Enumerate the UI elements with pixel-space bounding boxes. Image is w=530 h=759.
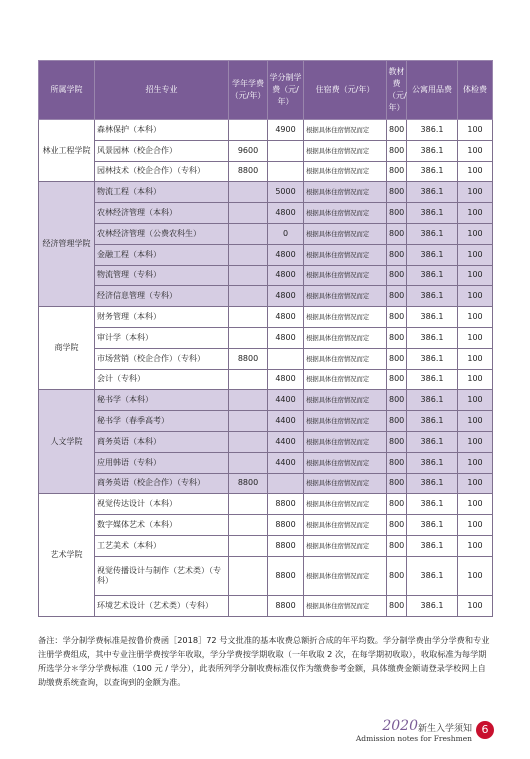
table-row [39, 595, 493, 616]
tuition-cell [229, 307, 268, 328]
tuition-cell [229, 535, 268, 556]
textbook-cell: 800 [387, 452, 407, 473]
lodging-cell: 根据具体住宿情况而定 [304, 203, 387, 224]
textbook-cell: 800 [387, 307, 407, 328]
college-group [39, 182, 493, 307]
credit-tuition-cell: 4400 [268, 452, 304, 473]
fee-note: 备注：学分制学费标准是按鲁价费函［2018］72 号文批准的基本收费总额折合成的年平均数。学分制学费由学分学费和专业注册学费组成，其中专业注册学费按学年收取，学分学费按学期收取（一年收取 2 次，在每学期初收取），收取标准为每学期所选学分＊学分学费标准（100 元 / 学分），此表所列学分制收费标准仅作为缴费参考金额，具体缴费金额请登录学校网上自助缴费系统查询，以查询到的金额为准。 [38, 635, 490, 687]
physical-cell: 100 [458, 140, 493, 161]
physical-cell: 100 [458, 161, 493, 182]
tuition-cell: 9600 [229, 140, 268, 161]
textbook-cell: 800 [387, 494, 407, 515]
tuition-cell [229, 452, 268, 473]
textbook-cell: 800 [387, 411, 407, 432]
table-row [39, 515, 493, 536]
tuition-cell: 8800 [229, 348, 268, 369]
supplies-cell: 386.1 [407, 411, 458, 432]
credit-tuition-cell: 0 [268, 223, 304, 244]
tuition-cell [229, 515, 268, 536]
supplies-cell: 386.1 [407, 182, 458, 203]
table-row [39, 431, 493, 452]
table-row [39, 556, 493, 595]
major-name: 财务管理（本科） [95, 307, 229, 328]
lodging-cell: 根据具体住宿情况而定 [304, 120, 387, 141]
lodging-cell: 根据具体住宿情况而定 [304, 473, 387, 494]
header-physical: 体检费 [458, 61, 493, 120]
lodging-cell: 根据具体住宿情况而定 [304, 265, 387, 286]
major-name: 金融工程（本科） [95, 244, 229, 265]
lodging-cell: 根据具体住宿情况而定 [304, 161, 387, 182]
table-row [39, 286, 493, 307]
tuition-cell [229, 327, 268, 348]
tuition-cell [229, 431, 268, 452]
credit-tuition-cell: 4800 [268, 265, 304, 286]
lodging-cell: 根据具体住宿情况而定 [304, 452, 387, 473]
major-name: 工艺美术（本科） [95, 535, 229, 556]
college-name: 商学院 [39, 307, 95, 390]
table-row [39, 223, 493, 244]
footer-title-en: Admission notes for Freshmen [355, 734, 472, 743]
college-name: 人文学院 [39, 390, 95, 494]
major-name: 农林经济管理（本科） [95, 203, 229, 224]
lodging-cell: 根据具体住宿情况而定 [304, 369, 387, 390]
header-credit-tuition: 学分制学费（元/年） [268, 61, 304, 120]
textbook-cell: 800 [387, 161, 407, 182]
tuition-cell [229, 244, 268, 265]
credit-tuition-cell: 8800 [268, 535, 304, 556]
table-row [39, 494, 493, 515]
supplies-cell: 386.1 [407, 494, 458, 515]
credit-tuition-cell: 5000 [268, 182, 304, 203]
supplies-cell: 386.1 [407, 286, 458, 307]
supplies-cell: 386.1 [407, 535, 458, 556]
lodging-cell: 根据具体住宿情况而定 [304, 286, 387, 307]
textbook-cell: 800 [387, 244, 407, 265]
major-name: 视觉传播设计与制作（艺术类）（专科） [95, 556, 229, 595]
header-textbook: 教材费（元/年） [387, 61, 407, 120]
lodging-cell: 根据具体住宿情况而定 [304, 595, 387, 616]
physical-cell: 100 [458, 244, 493, 265]
supplies-cell: 386.1 [407, 348, 458, 369]
lodging-cell: 根据具体住宿情况而定 [304, 431, 387, 452]
tuition-cell [229, 265, 268, 286]
tuition-cell [229, 120, 268, 141]
college-name: 经济管理学院 [39, 182, 95, 307]
textbook-cell: 800 [387, 431, 407, 452]
tuition-cell: 8800 [229, 161, 268, 182]
credit-tuition-cell: 4800 [268, 307, 304, 328]
fee-table [38, 60, 493, 617]
major-name: 经济信息管理（专科） [95, 286, 229, 307]
major-name: 物流管理（专科） [95, 265, 229, 286]
lodging-cell: 根据具体住宿情况而定 [304, 223, 387, 244]
major-name: 市场营销（校企合作）（专科） [95, 348, 229, 369]
major-name: 秘书学（本科） [95, 390, 229, 411]
table-row [39, 203, 493, 224]
table-row [39, 411, 493, 432]
credit-tuition-cell: 4400 [268, 390, 304, 411]
supplies-cell: 386.1 [407, 161, 458, 182]
tuition-cell: 8800 [229, 473, 268, 494]
supplies-cell: 386.1 [407, 140, 458, 161]
supplies-cell: 386.1 [407, 473, 458, 494]
textbook-cell: 800 [387, 327, 407, 348]
physical-cell: 100 [458, 411, 493, 432]
physical-cell: 100 [458, 327, 493, 348]
lodging-cell: 根据具体住宿情况而定 [304, 327, 387, 348]
table-row [39, 327, 493, 348]
college-group [39, 390, 493, 494]
supplies-cell: 386.1 [407, 515, 458, 536]
supplies-cell: 386.1 [407, 203, 458, 224]
supplies-cell: 386.1 [407, 327, 458, 348]
major-name: 园林技术（校企合作）（专科） [95, 161, 229, 182]
physical-cell: 100 [458, 494, 493, 515]
tuition-cell [229, 369, 268, 390]
textbook-cell: 800 [387, 203, 407, 224]
page-footer [296, 718, 496, 752]
tuition-cell [229, 595, 268, 616]
major-name: 秘书学（春季高考） [95, 411, 229, 432]
major-name: 环境艺术设计（艺术类）（专科） [95, 595, 229, 616]
lodging-cell: 根据具体住宿情况而定 [304, 348, 387, 369]
footer-title-cn: 新生入学须知 [417, 724, 472, 734]
major-name: 会计（专科） [95, 369, 229, 390]
college-group [39, 307, 493, 390]
supplies-cell: 386.1 [407, 265, 458, 286]
major-name: 风景园林（校企合作） [95, 140, 229, 161]
textbook-cell: 800 [387, 265, 407, 286]
supplies-cell: 386.1 [407, 120, 458, 141]
physical-cell: 100 [458, 452, 493, 473]
credit-tuition-cell: 4800 [268, 327, 304, 348]
supplies-cell: 386.1 [407, 390, 458, 411]
tuition-cell [229, 182, 268, 203]
college-name: 林业工程学院 [39, 120, 95, 182]
textbook-cell: 800 [387, 595, 407, 616]
lodging-cell: 根据具体住宿情况而定 [304, 182, 387, 203]
lodging-cell: 根据具体住宿情况而定 [304, 494, 387, 515]
physical-cell: 100 [458, 286, 493, 307]
credit-tuition-cell: 4800 [268, 286, 304, 307]
textbook-cell: 800 [387, 515, 407, 536]
table-row [39, 452, 493, 473]
supplies-cell: 386.1 [407, 595, 458, 616]
tuition-cell [229, 411, 268, 432]
page-number-badge: 6 [476, 721, 494, 739]
supplies-cell: 386.1 [407, 431, 458, 452]
table-row [39, 307, 493, 328]
header-college: 所属学院 [39, 61, 95, 120]
table-row [39, 182, 493, 203]
tuition-cell [229, 223, 268, 244]
credit-tuition-cell [268, 140, 304, 161]
credit-tuition-cell [268, 348, 304, 369]
tuition-cell [229, 203, 268, 224]
table-row [39, 473, 493, 494]
major-name: 数字媒体艺术（本科） [95, 515, 229, 536]
supplies-cell: 386.1 [407, 369, 458, 390]
physical-cell: 100 [458, 369, 493, 390]
physical-cell: 100 [458, 348, 493, 369]
textbook-cell: 800 [387, 140, 407, 161]
header-major: 招生专业 [95, 61, 229, 120]
credit-tuition-cell [268, 161, 304, 182]
physical-cell: 100 [458, 556, 493, 595]
table-row [39, 140, 493, 161]
credit-tuition-cell: 4800 [268, 369, 304, 390]
credit-tuition-cell: 8800 [268, 494, 304, 515]
footer-year: 2020 [382, 718, 418, 734]
physical-cell: 100 [458, 307, 493, 328]
major-name: 视觉传达设计（本科） [95, 494, 229, 515]
lodging-cell: 根据具体住宿情况而定 [304, 140, 387, 161]
textbook-cell: 800 [387, 120, 407, 141]
physical-cell: 100 [458, 120, 493, 141]
credit-tuition-cell [268, 473, 304, 494]
textbook-cell: 800 [387, 182, 407, 203]
credit-tuition-cell: 8800 [268, 595, 304, 616]
physical-cell: 100 [458, 390, 493, 411]
table-header [39, 61, 493, 120]
credit-tuition-cell: 8800 [268, 515, 304, 536]
textbook-cell: 800 [387, 348, 407, 369]
physical-cell: 100 [458, 473, 493, 494]
lodging-cell: 根据具体住宿情况而定 [304, 307, 387, 328]
supplies-cell: 386.1 [407, 307, 458, 328]
table-row [39, 535, 493, 556]
major-name: 商务英语（校企合作）（专科） [95, 473, 229, 494]
tuition-cell [229, 390, 268, 411]
lodging-cell: 根据具体住宿情况而定 [304, 535, 387, 556]
header-lodging: 住宿费（元/年） [304, 61, 387, 120]
header-supplies: 公寓用品费 [407, 61, 458, 120]
table-row [39, 161, 493, 182]
major-name: 森林保护（本科） [95, 120, 229, 141]
supplies-cell: 386.1 [407, 244, 458, 265]
credit-tuition-cell: 4400 [268, 411, 304, 432]
physical-cell: 100 [458, 595, 493, 616]
textbook-cell: 800 [387, 390, 407, 411]
major-name: 应用韩语（专科） [95, 452, 229, 473]
lodging-cell: 根据具体住宿情况而定 [304, 390, 387, 411]
college-group [39, 120, 493, 182]
lodging-cell: 根据具体住宿情况而定 [304, 244, 387, 265]
physical-cell: 100 [458, 265, 493, 286]
supplies-cell: 386.1 [407, 556, 458, 595]
physical-cell: 100 [458, 223, 493, 244]
lodging-cell: 根据具体住宿情况而定 [304, 411, 387, 432]
credit-tuition-cell: 8800 [268, 556, 304, 595]
major-name: 商务英语（本科） [95, 431, 229, 452]
header-tuition: 学年学费（元/年） [229, 61, 268, 120]
table-row [39, 120, 493, 141]
table-row [39, 390, 493, 411]
tuition-cell [229, 494, 268, 515]
table-row [39, 369, 493, 390]
college-name: 艺术学院 [39, 494, 95, 616]
supplies-cell: 386.1 [407, 223, 458, 244]
credit-tuition-cell: 4400 [268, 431, 304, 452]
supplies-cell: 386.1 [407, 452, 458, 473]
table-row [39, 265, 493, 286]
textbook-cell: 800 [387, 223, 407, 244]
textbook-cell: 800 [387, 535, 407, 556]
lodging-cell: 根据具体住宿情况而定 [304, 556, 387, 595]
major-name: 审计学（本科） [95, 327, 229, 348]
table-row [39, 348, 493, 369]
physical-cell: 100 [458, 203, 493, 224]
physical-cell: 100 [458, 182, 493, 203]
college-group [39, 494, 493, 616]
tuition-cell [229, 556, 268, 595]
tuition-cell [229, 286, 268, 307]
textbook-cell: 800 [387, 473, 407, 494]
table-row [39, 244, 493, 265]
lodging-cell: 根据具体住宿情况而定 [304, 515, 387, 536]
major-name: 物流工程（本科） [95, 182, 229, 203]
physical-cell: 100 [458, 535, 493, 556]
textbook-cell: 800 [387, 556, 407, 595]
physical-cell: 100 [458, 431, 493, 452]
textbook-cell: 800 [387, 286, 407, 307]
major-name: 农林经济管理（公费农科生） [95, 223, 229, 244]
textbook-cell: 800 [387, 369, 407, 390]
credit-tuition-cell: 4800 [268, 244, 304, 265]
credit-tuition-cell: 4900 [268, 120, 304, 141]
credit-tuition-cell: 4800 [268, 203, 304, 224]
physical-cell: 100 [458, 515, 493, 536]
